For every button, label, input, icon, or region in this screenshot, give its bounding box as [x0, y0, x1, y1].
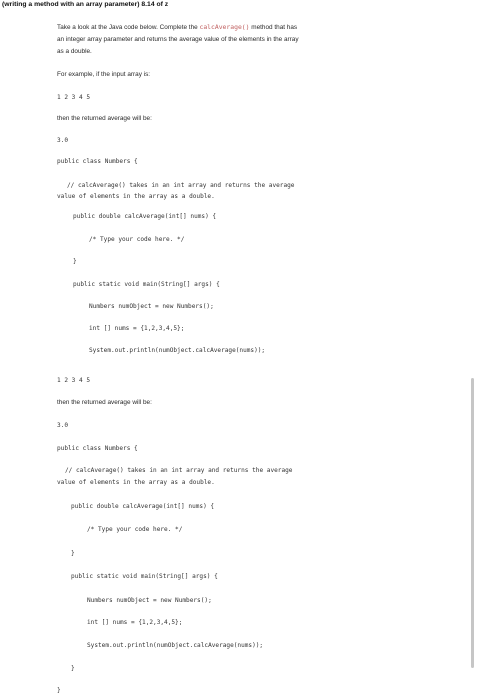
code-comment-2: value of elements in the array as a double. [57, 193, 215, 200]
code2-object-line: Numbers numObject = new Numbers(); [87, 597, 212, 604]
intro-line-3: as a double. [57, 48, 92, 55]
code2-print-line: System.out.println(numObject.calcAverage(nums)); [87, 642, 264, 649]
code-object-line: Numbers numObject = new Numbers(); [89, 303, 214, 310]
intro-text: Take a look at the Java code below. Complete the [57, 24, 200, 31]
intro-line-2: an integer array parameter and returns the average value of the elements in the array [57, 36, 299, 43]
code-class-decl: public class Numbers { [57, 158, 138, 165]
code2-comment-1: // calcAverage() takes in an int array and returns the average [65, 467, 293, 474]
code2-close-brace: } [71, 550, 75, 557]
code-close-brace: } [73, 258, 77, 265]
inline-code-calcaverage: calcAverage() [199, 23, 250, 31]
code2-array-line: int [] nums = {1,2,3,4,5}; [87, 619, 183, 626]
repeat-input: 1 2 3 4 5 [57, 377, 91, 384]
repeat-returned-label: then the returned average will be: [57, 399, 152, 406]
code2-inner-close-brace: } [71, 665, 75, 672]
code2-class-decl: public class Numbers { [57, 445, 138, 452]
intro-line-1 [57, 23, 297, 32]
repeat-output: 3.0 [57, 422, 69, 429]
vertical-scrollbar[interactable] [471, 378, 474, 668]
page-title: (writing a method with an array parameter) 8.14 of z [2, 1, 169, 8]
code-method-signature: public double calcAverage(int[] nums) { [73, 213, 217, 220]
code-comment-1: // calcAverage() takes in an int array and returns the average [67, 182, 295, 189]
example-input: 1 2 3 4 5 [57, 94, 91, 101]
code2-placeholder: /* Type your code here. */ [87, 526, 183, 533]
returned-label: then the returned average will be: [57, 115, 152, 122]
code-array-line: int [] nums = {1,2,3,4,5}; [89, 325, 185, 332]
code2-outer-close-brace: } [57, 687, 61, 694]
code-main-signature: public static void main(String[] args) { [73, 281, 220, 288]
intro-text-tail: method that has [249, 24, 298, 31]
example-label: For example, if the input array is: [57, 71, 151, 78]
code-print-line: System.out.println(numObject.calcAverage(nums)); [89, 347, 266, 354]
code2-comment-2: value of elements in the array as a double. [57, 479, 215, 486]
code-placeholder: /* Type your code here. */ [89, 236, 185, 243]
code2-method-signature: public double calcAverage(int[] nums) { [71, 503, 215, 510]
code2-main-signature: public static void main(String[] args) { [71, 573, 218, 580]
example-output: 3.0 [57, 137, 69, 144]
